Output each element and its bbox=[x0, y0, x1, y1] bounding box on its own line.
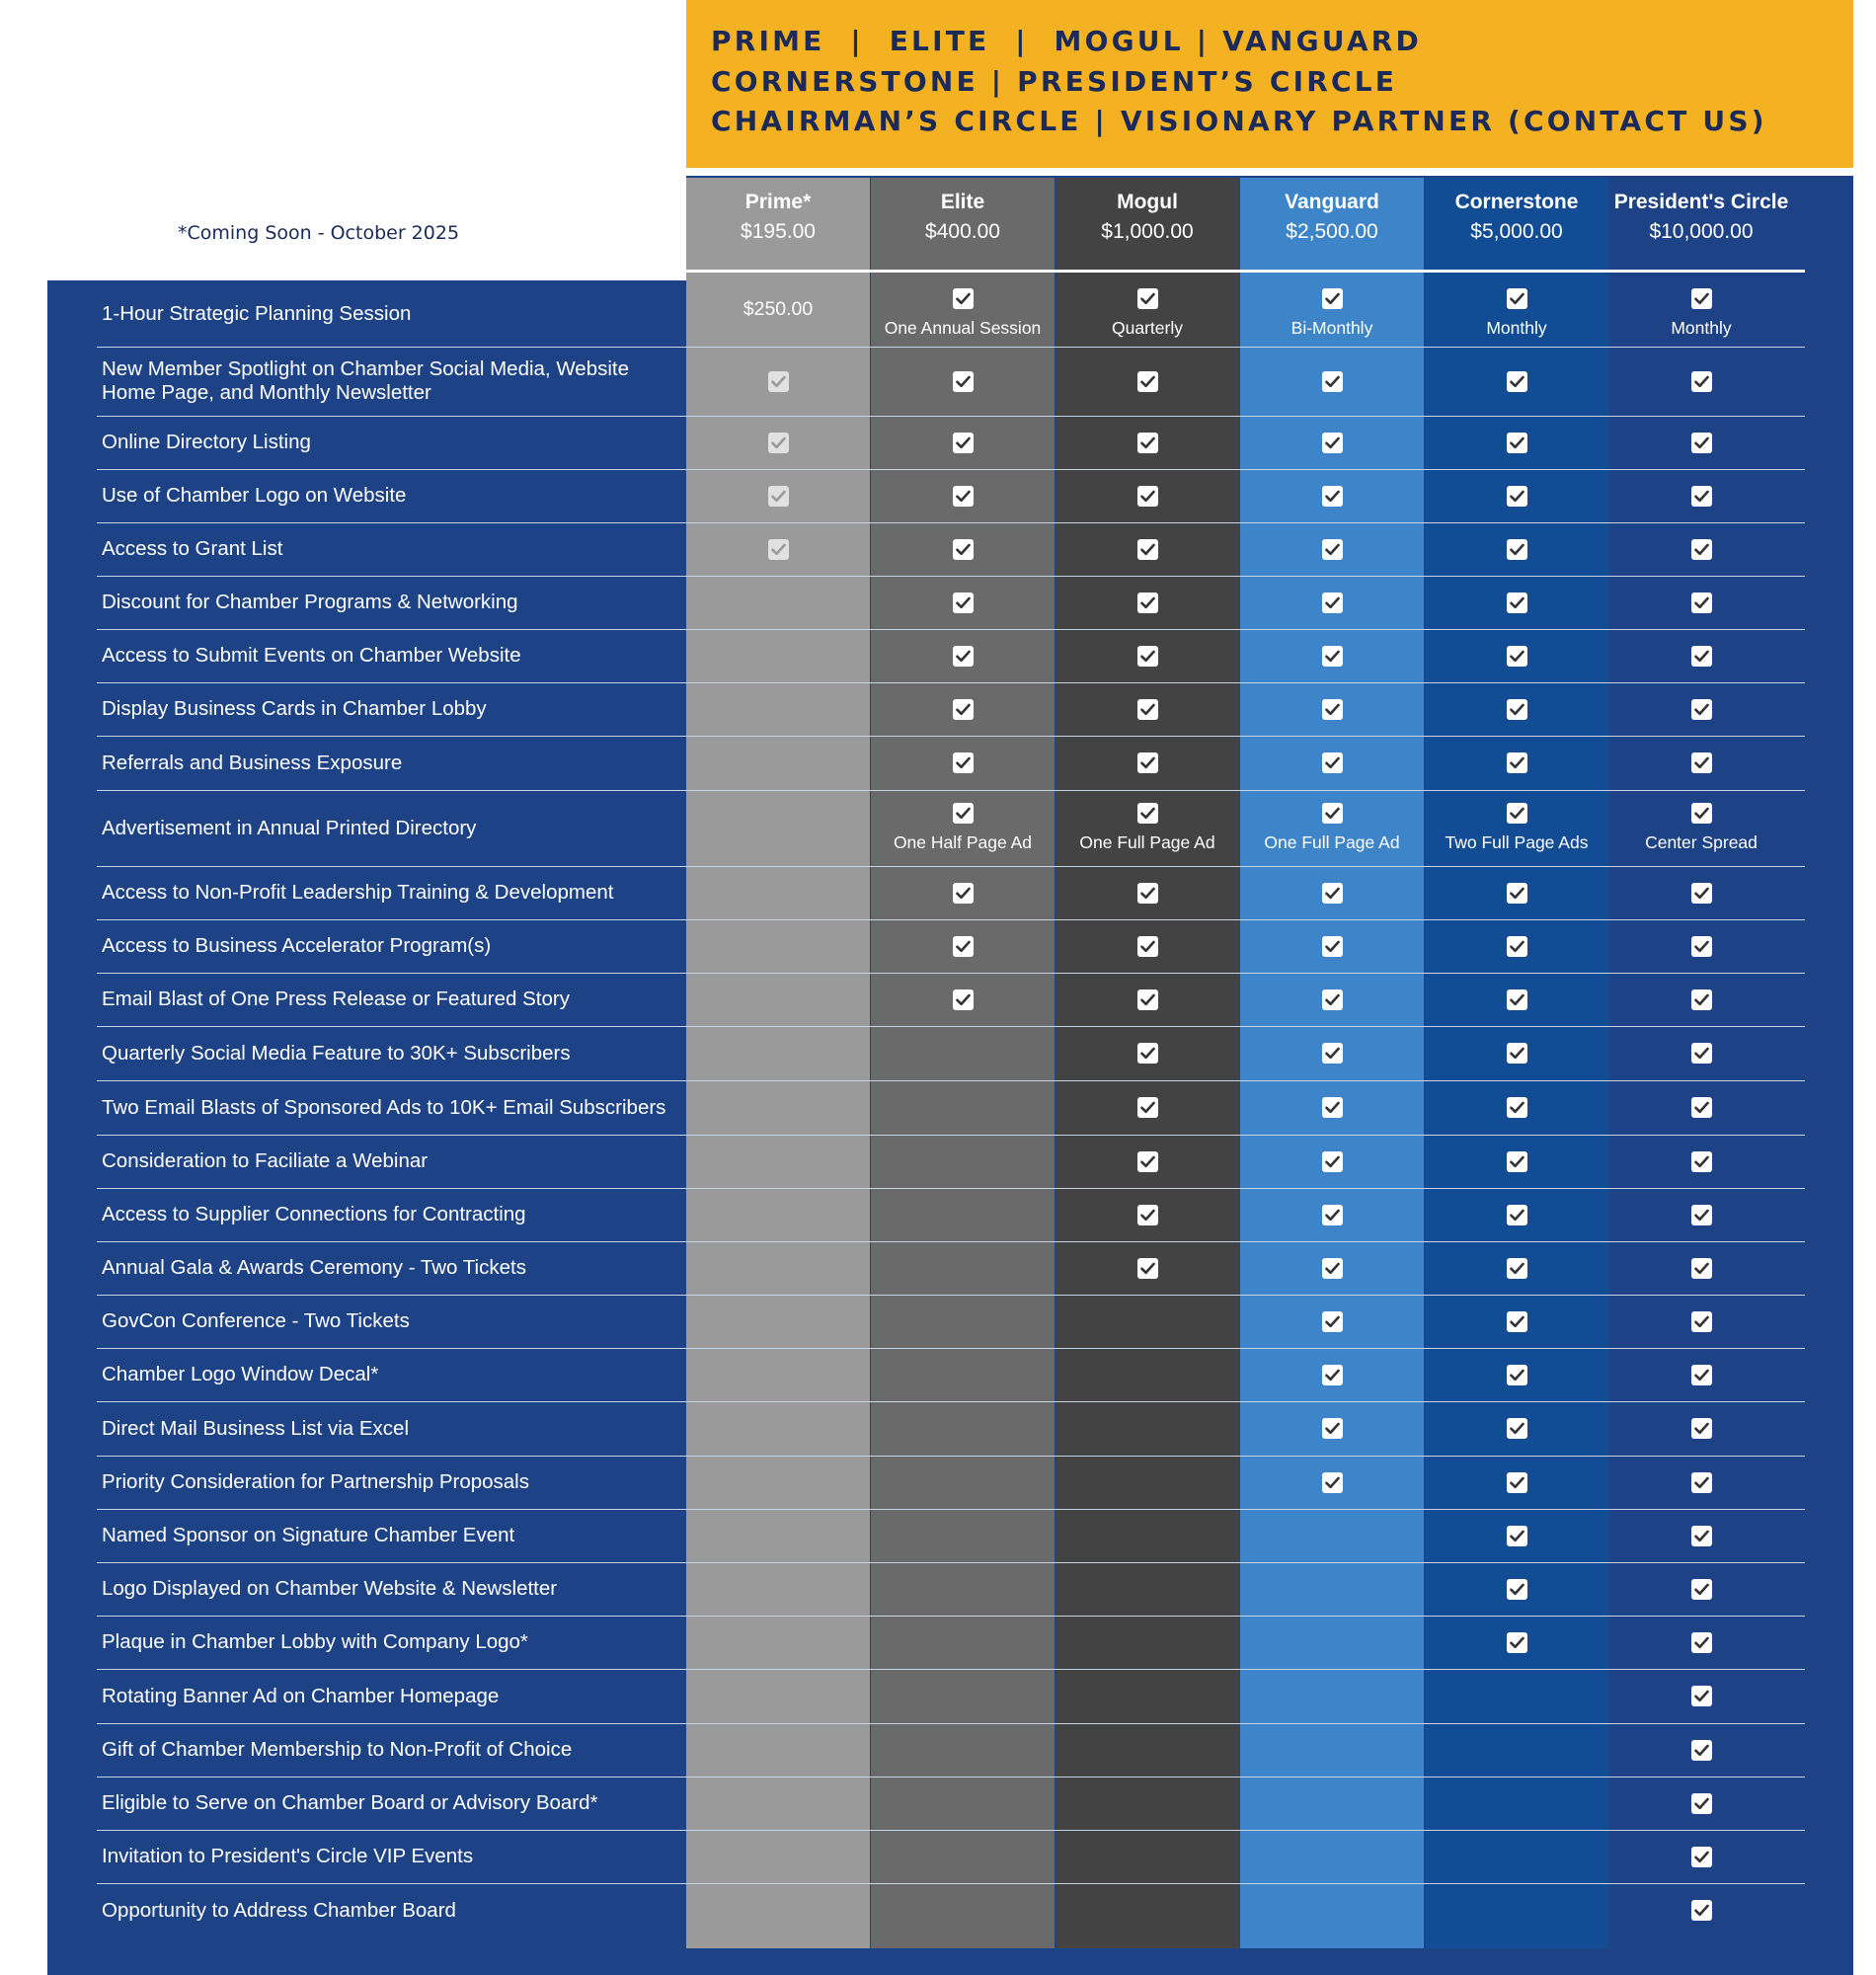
checkmark-icon bbox=[1322, 539, 1343, 560]
checkmark-icon bbox=[1691, 752, 1712, 773]
tier-cell bbox=[1424, 469, 1609, 522]
tier-cell bbox=[1608, 1188, 1794, 1241]
checkmark-icon bbox=[1691, 1526, 1712, 1546]
tier-cell bbox=[685, 347, 871, 416]
cell-note: Center Spread bbox=[1645, 832, 1758, 852]
checkmark-icon bbox=[1691, 1365, 1712, 1385]
cell-note: One Full Page Ad bbox=[1079, 832, 1215, 852]
checkmark-icon bbox=[1691, 1311, 1712, 1332]
checkmark-icon bbox=[1691, 1740, 1712, 1761]
tier-cell bbox=[1608, 1135, 1794, 1188]
feature-label: Rotating Banner Ad on Chamber Homepage bbox=[102, 1684, 500, 1707]
feature-label: Annual Gala & Awards Ceremony - Two Tickets bbox=[102, 1256, 526, 1279]
checkmark-icon bbox=[953, 936, 974, 957]
checkmark-icon bbox=[1137, 936, 1158, 957]
tier-cell bbox=[1608, 682, 1794, 736]
tier-cell bbox=[1055, 736, 1240, 790]
tier-cell bbox=[1055, 790, 1240, 866]
checkmark-icon bbox=[1137, 539, 1158, 560]
tier-cell bbox=[1239, 469, 1425, 522]
checkmark-icon bbox=[1507, 1418, 1527, 1439]
tier-cell bbox=[1239, 1348, 1425, 1401]
tier-cell bbox=[1608, 416, 1794, 469]
feature-label: Access to Business Accelerator Program(s) bbox=[102, 934, 492, 957]
checkmark-icon bbox=[1691, 1205, 1712, 1225]
checkmark-icon bbox=[953, 883, 974, 904]
checkmark-icon bbox=[1137, 592, 1158, 613]
tier-cell bbox=[1424, 1562, 1609, 1616]
feature-label: Chamber Logo Window Decal* bbox=[102, 1363, 379, 1385]
tier-cell bbox=[1239, 1135, 1425, 1188]
tier-cell bbox=[870, 280, 1055, 347]
checkmark-icon bbox=[1691, 699, 1712, 720]
tier-cell bbox=[1239, 1295, 1425, 1348]
tier-cell bbox=[1608, 790, 1794, 866]
tier-cell bbox=[1055, 866, 1240, 919]
checkmark-icon bbox=[1137, 1097, 1158, 1118]
checkmark-icon bbox=[1322, 989, 1343, 1010]
tier-cell bbox=[685, 416, 871, 469]
tier-cell bbox=[1239, 790, 1425, 866]
tier-cell bbox=[685, 522, 871, 576]
checkmark-icon bbox=[1507, 699, 1527, 720]
checkmark-icon bbox=[1507, 1472, 1527, 1493]
checkmark-icon bbox=[1137, 1205, 1158, 1225]
feature-label: Opportunity to Address Chamber Board bbox=[102, 1898, 456, 1922]
tier-cell bbox=[1608, 1562, 1794, 1616]
tier-cell bbox=[1239, 1026, 1425, 1080]
checkmark-icon bbox=[1507, 803, 1527, 824]
checkmark-icon bbox=[1137, 1151, 1158, 1172]
tier-cell bbox=[1055, 469, 1240, 522]
checkmark-icon bbox=[1507, 1365, 1527, 1385]
tier-cell bbox=[1424, 1456, 1609, 1509]
cell-note: One Full Page Ad bbox=[1264, 832, 1400, 852]
tier-cell bbox=[870, 522, 1055, 576]
tier-cell bbox=[685, 469, 871, 522]
tier-cell bbox=[1608, 1830, 1794, 1883]
checkmark-icon bbox=[768, 539, 789, 560]
tier-cell bbox=[1608, 1723, 1794, 1777]
checkmark-icon bbox=[1507, 936, 1527, 957]
tier-name: Elite bbox=[940, 191, 985, 213]
tier-cell bbox=[1424, 1401, 1609, 1456]
checkmark-icon bbox=[1507, 1526, 1527, 1546]
checkmark-icon bbox=[953, 803, 974, 824]
checkmark-icon bbox=[953, 989, 974, 1010]
feature-label: Access to Submit Events on Chamber Website bbox=[102, 644, 521, 667]
checkmark-icon bbox=[1691, 486, 1712, 507]
cell-note: One Annual Session bbox=[884, 318, 1042, 338]
tier-cell bbox=[1239, 973, 1425, 1026]
tier-name: Cornerstone bbox=[1454, 191, 1579, 213]
checkmark-icon bbox=[1507, 539, 1527, 560]
tier-cell bbox=[1608, 1295, 1794, 1348]
checkmark-icon bbox=[1507, 989, 1527, 1010]
checkmark-icon bbox=[768, 371, 789, 392]
checkmark-icon bbox=[953, 592, 974, 613]
tier-cell bbox=[1055, 973, 1240, 1026]
tier-cell bbox=[1608, 1080, 1794, 1135]
tier-cell bbox=[1055, 629, 1240, 682]
tier-cell bbox=[870, 347, 1055, 416]
feature-label: Referrals and Business Exposure bbox=[102, 750, 403, 774]
checkmark-icon bbox=[1137, 752, 1158, 773]
checkmark-icon bbox=[1322, 1311, 1343, 1332]
tier-price: $10,000.00 bbox=[1649, 220, 1754, 243]
checkmark-icon bbox=[953, 371, 974, 392]
tier-cell bbox=[870, 973, 1055, 1026]
checkmark-icon bbox=[1137, 699, 1158, 720]
tier-cell bbox=[870, 682, 1055, 736]
tier-header bbox=[685, 188, 871, 247]
checkmark-icon bbox=[1507, 1311, 1527, 1332]
feature-label: Quarterly Social Media Feature to 30K+ Subscribers bbox=[102, 1041, 571, 1065]
cell-note: Quarterly bbox=[1112, 318, 1183, 338]
tier-cell bbox=[1424, 576, 1609, 629]
tier-cell bbox=[1424, 682, 1609, 736]
tier-cell bbox=[1239, 416, 1425, 469]
tier-cell bbox=[1424, 1348, 1609, 1401]
tier-name: Prime* bbox=[744, 191, 812, 213]
feature-label: Consideration to Faciliate a Webinar bbox=[102, 1149, 429, 1172]
checkmark-icon bbox=[1507, 646, 1527, 667]
tier-price: $2,500.00 bbox=[1286, 220, 1378, 243]
tier-price: $1,000.00 bbox=[1101, 220, 1194, 243]
tier-cell bbox=[1055, 280, 1240, 347]
checkmark-icon bbox=[953, 752, 974, 773]
checkmark-icon bbox=[1691, 433, 1712, 453]
checkmark-icon bbox=[1137, 486, 1158, 507]
checkmark-icon bbox=[1137, 803, 1158, 824]
banner-line-1: PRIME | ELITE | MOGUL | VANGUARD bbox=[711, 25, 1422, 57]
tier-cell bbox=[1239, 1241, 1425, 1295]
tier-cell bbox=[1424, 866, 1609, 919]
tier-cell bbox=[1608, 736, 1794, 790]
tier-cell bbox=[1424, 973, 1609, 1026]
feature-label: GovCon Conference - Two Tickets bbox=[102, 1309, 410, 1332]
tier-cell bbox=[1608, 280, 1794, 347]
tier-name: Mogul bbox=[1117, 191, 1178, 213]
checkmark-icon bbox=[953, 699, 974, 720]
tier-cell bbox=[1424, 736, 1609, 790]
tier-cell bbox=[1424, 347, 1609, 416]
tier-cell bbox=[870, 576, 1055, 629]
tier-cell bbox=[1608, 1777, 1794, 1830]
checkmark-icon bbox=[1322, 803, 1343, 824]
checkmark-icon bbox=[1691, 936, 1712, 957]
tier-cell bbox=[870, 416, 1055, 469]
tier-cell bbox=[1424, 629, 1609, 682]
checkmark-icon bbox=[1691, 1847, 1712, 1867]
feature-label: Email Blast of One Press Release or Featured Story bbox=[102, 988, 570, 1010]
tier-cell bbox=[1424, 790, 1609, 866]
checkmark-icon bbox=[1691, 1793, 1712, 1814]
checkmark-icon bbox=[1691, 1043, 1712, 1064]
cell-price: $250.00 bbox=[743, 297, 814, 320]
tier-cell bbox=[1608, 1509, 1794, 1562]
checkmark-icon bbox=[1507, 288, 1527, 309]
tier-cell bbox=[870, 736, 1055, 790]
tier-header bbox=[870, 188, 1055, 247]
checkmark-icon bbox=[1507, 1205, 1527, 1225]
checkmark-icon bbox=[1507, 486, 1527, 507]
tier-cell bbox=[1608, 1883, 1794, 1937]
tier-cell bbox=[1424, 1135, 1609, 1188]
checkmark-icon bbox=[1322, 1365, 1343, 1385]
checkmark-icon bbox=[1691, 1686, 1712, 1706]
tier-cell bbox=[1608, 866, 1794, 919]
feature-label: Advertisement in Annual Printed Directory bbox=[102, 816, 477, 839]
tier-cell bbox=[1424, 280, 1609, 347]
checkmark-icon bbox=[1137, 371, 1158, 392]
checkmark-icon bbox=[1691, 1151, 1712, 1172]
checkmark-icon bbox=[1322, 1205, 1343, 1225]
feature-label: Online Directory Listing bbox=[102, 431, 311, 453]
tier-cell bbox=[870, 919, 1055, 973]
checkmark-icon bbox=[1691, 592, 1712, 613]
checkmark-icon bbox=[1322, 936, 1343, 957]
checkmark-icon bbox=[953, 646, 974, 667]
tier-cell bbox=[1608, 1026, 1794, 1080]
tier-cell bbox=[1608, 629, 1794, 682]
feature-label: Priority Consideration for Partnership Proposals bbox=[102, 1470, 529, 1493]
checkmark-icon bbox=[1322, 1043, 1343, 1064]
checkmark-icon bbox=[1137, 883, 1158, 904]
checkmark-icon bbox=[953, 539, 974, 560]
checkmark-icon bbox=[1322, 883, 1343, 904]
tier-cell bbox=[1239, 280, 1425, 347]
checkmark-icon bbox=[1322, 592, 1343, 613]
cell-note: Bi-Monthly bbox=[1290, 318, 1373, 338]
cell-note: Two Full Page Ads bbox=[1445, 832, 1589, 852]
tier-cell bbox=[1608, 1669, 1794, 1723]
tier-cell bbox=[1608, 469, 1794, 522]
tier-cell bbox=[1608, 1348, 1794, 1401]
feature-label: 1-Hour Strategic Planning Session bbox=[102, 301, 412, 325]
checkmark-icon bbox=[1507, 371, 1527, 392]
tier-cell bbox=[1055, 576, 1240, 629]
tier-name: Vanguard bbox=[1285, 191, 1379, 213]
checkmark-icon bbox=[1322, 1097, 1343, 1118]
checkmark-icon bbox=[1322, 646, 1343, 667]
checkmark-icon bbox=[1137, 1043, 1158, 1064]
tier-cell bbox=[1239, 576, 1425, 629]
feature-label: Direct Mail Business List via Excel bbox=[102, 1416, 410, 1440]
checkmark-icon bbox=[1137, 288, 1158, 309]
tier-cell bbox=[870, 469, 1055, 522]
checkmark-icon bbox=[1322, 1151, 1343, 1172]
tier-name: President's Circle bbox=[1613, 191, 1789, 213]
banner-line-2: CORNERSTONE | PRESIDENT’S CIRCLE bbox=[711, 65, 1398, 98]
tier-cell bbox=[1055, 1026, 1240, 1080]
tier-header bbox=[1055, 188, 1240, 247]
checkmark-icon bbox=[1137, 989, 1158, 1010]
checkmark-icon bbox=[1322, 486, 1343, 507]
checkmark-icon bbox=[1507, 433, 1527, 453]
tier-cell bbox=[1608, 919, 1794, 973]
checkmark-icon bbox=[1322, 433, 1343, 453]
feature-label: Gift of Chamber Membership to Non-Profit of Choice bbox=[102, 1738, 573, 1761]
checkmark-icon bbox=[1322, 1472, 1343, 1493]
checkmark-icon bbox=[1322, 752, 1343, 773]
tier-cell bbox=[1239, 1401, 1425, 1456]
tier-cell bbox=[1608, 1616, 1794, 1669]
tier-cell bbox=[1608, 1401, 1794, 1456]
tier-cell bbox=[1239, 522, 1425, 576]
checkmark-icon bbox=[1691, 1418, 1712, 1439]
tier-cell bbox=[1239, 347, 1425, 416]
cell-note: One Half Page Ad bbox=[893, 832, 1033, 852]
feature-label: Display Business Cards in Chamber Lobby bbox=[102, 697, 487, 720]
tier-cell bbox=[1055, 1188, 1240, 1241]
tier-cell bbox=[870, 629, 1055, 682]
checkmark-icon bbox=[1322, 1258, 1343, 1279]
checkmark-icon bbox=[1691, 1258, 1712, 1279]
checkmark-icon bbox=[1507, 883, 1527, 904]
tier-cell bbox=[1239, 919, 1425, 973]
tier-price: $400.00 bbox=[925, 220, 1000, 243]
checkmark-icon bbox=[1691, 539, 1712, 560]
tier-cell bbox=[1239, 736, 1425, 790]
feature-label: Use of Chamber Logo on Website bbox=[102, 484, 407, 507]
tier-cell bbox=[1239, 1188, 1425, 1241]
checkmark-icon bbox=[953, 288, 974, 309]
feature-label: Discount for Chamber Programs & Networking bbox=[102, 591, 518, 613]
feature-label: Access to Supplier Connections for Contracting bbox=[102, 1203, 526, 1225]
tier-cell bbox=[1055, 1080, 1240, 1135]
header-rule bbox=[686, 270, 1805, 273]
tier-cell bbox=[1239, 682, 1425, 736]
tier-cell bbox=[685, 280, 871, 347]
checkmark-icon bbox=[1691, 1900, 1712, 1921]
cell-note: Monthly bbox=[1486, 318, 1547, 338]
checkmark-icon bbox=[768, 486, 789, 507]
checkmark-icon bbox=[1691, 1472, 1712, 1493]
tier-banner bbox=[686, 0, 1853, 168]
tier-cell bbox=[1055, 522, 1240, 576]
feature-label: Eligible to Serve on Chamber Board or Advisory Board* bbox=[102, 1791, 598, 1814]
checkmark-icon bbox=[1691, 803, 1712, 824]
tier-cell bbox=[1424, 522, 1609, 576]
checkmark-icon bbox=[1691, 1579, 1712, 1600]
tier-cell bbox=[1239, 866, 1425, 919]
tier-cell bbox=[1055, 347, 1240, 416]
checkmark-icon bbox=[953, 486, 974, 507]
checkmark-icon bbox=[1691, 646, 1712, 667]
checkmark-icon bbox=[1137, 646, 1158, 667]
coming-soon-note: *Coming Soon - October 2025 bbox=[178, 222, 460, 244]
checkmark-icon bbox=[1691, 1097, 1712, 1118]
checkmark-icon bbox=[1507, 1579, 1527, 1600]
feature-label: New Member Spotlight on Chamber Social Media, Website Home Page, and Monthly Newsletter bbox=[102, 357, 630, 404]
tier-cell bbox=[1239, 1456, 1425, 1509]
banner-line-3: CHAIRMAN’S CIRCLE | VISIONARY PARTNER (CONTACT US) bbox=[711, 105, 1767, 137]
checkmark-icon bbox=[1691, 371, 1712, 392]
checkmark-icon bbox=[768, 433, 789, 453]
checkmark-icon bbox=[1322, 699, 1343, 720]
tier-cell bbox=[1239, 629, 1425, 682]
feature-label: Access to Grant List bbox=[102, 537, 283, 560]
feature-label: Plaque in Chamber Lobby with Company Logo* bbox=[102, 1630, 528, 1653]
cell-note: Monthly bbox=[1671, 318, 1732, 338]
tier-header bbox=[1424, 188, 1609, 247]
checkmark-icon bbox=[1691, 288, 1712, 309]
checkmark-icon bbox=[1507, 1258, 1527, 1279]
checkmark-icon bbox=[953, 433, 974, 453]
tier-price: $5,000.00 bbox=[1470, 220, 1563, 243]
tier-cell bbox=[1424, 919, 1609, 973]
checkmark-icon bbox=[1507, 1097, 1527, 1118]
tier-cell bbox=[1055, 416, 1240, 469]
tier-price: $195.00 bbox=[741, 220, 816, 243]
tier-cell bbox=[1424, 416, 1609, 469]
checkmark-icon bbox=[1507, 1151, 1527, 1172]
tier-cell bbox=[1424, 1188, 1609, 1241]
checkmark-icon bbox=[1691, 989, 1712, 1010]
tier-cell bbox=[1055, 682, 1240, 736]
tier-cell bbox=[1055, 919, 1240, 973]
checkmark-icon bbox=[1322, 1418, 1343, 1439]
tier-cell bbox=[1424, 1026, 1609, 1080]
tier-cell bbox=[870, 866, 1055, 919]
feature-label: Invitation to President's Circle VIP Events bbox=[102, 1845, 474, 1867]
tier-cell bbox=[1424, 1616, 1609, 1669]
checkmark-icon bbox=[1322, 371, 1343, 392]
tier-cell bbox=[870, 790, 1055, 866]
tier-header bbox=[1239, 188, 1425, 247]
checkmark-icon bbox=[1137, 1258, 1158, 1279]
feature-label: Logo Displayed on Chamber Website & Newsletter bbox=[102, 1577, 558, 1600]
tier-cell bbox=[1424, 1241, 1609, 1295]
feature-label: Named Sponsor on Signature Chamber Event bbox=[102, 1524, 515, 1546]
tier-cell bbox=[1055, 1241, 1240, 1295]
tier-cell bbox=[1608, 522, 1794, 576]
checkmark-icon bbox=[1507, 592, 1527, 613]
checkmark-icon bbox=[1691, 1632, 1712, 1653]
tier-cell bbox=[1424, 1080, 1609, 1135]
tier-cell bbox=[1424, 1295, 1609, 1348]
tier-cell bbox=[1424, 1509, 1609, 1562]
tier-cell bbox=[1608, 576, 1794, 629]
checkmark-icon bbox=[1507, 752, 1527, 773]
checkmark-icon bbox=[1322, 288, 1343, 309]
checkmark-icon bbox=[1691, 883, 1712, 904]
tier-cell bbox=[1608, 973, 1794, 1026]
feature-label: Access to Non-Profit Leadership Training & Development bbox=[102, 881, 614, 904]
checkmark-icon bbox=[1507, 1632, 1527, 1653]
feature-label: Two Email Blasts of Sponsored Ads to 10K+ Email Subscribers bbox=[102, 1095, 666, 1119]
checkmark-icon bbox=[1507, 1043, 1527, 1064]
tier-cell bbox=[1608, 1241, 1794, 1295]
tier-cell bbox=[1055, 1135, 1240, 1188]
tier-cell bbox=[1608, 1456, 1794, 1509]
tier-cell bbox=[1608, 347, 1794, 416]
tier-cell bbox=[1239, 1080, 1425, 1135]
checkmark-icon bbox=[1137, 433, 1158, 453]
tier-header bbox=[1608, 188, 1794, 247]
